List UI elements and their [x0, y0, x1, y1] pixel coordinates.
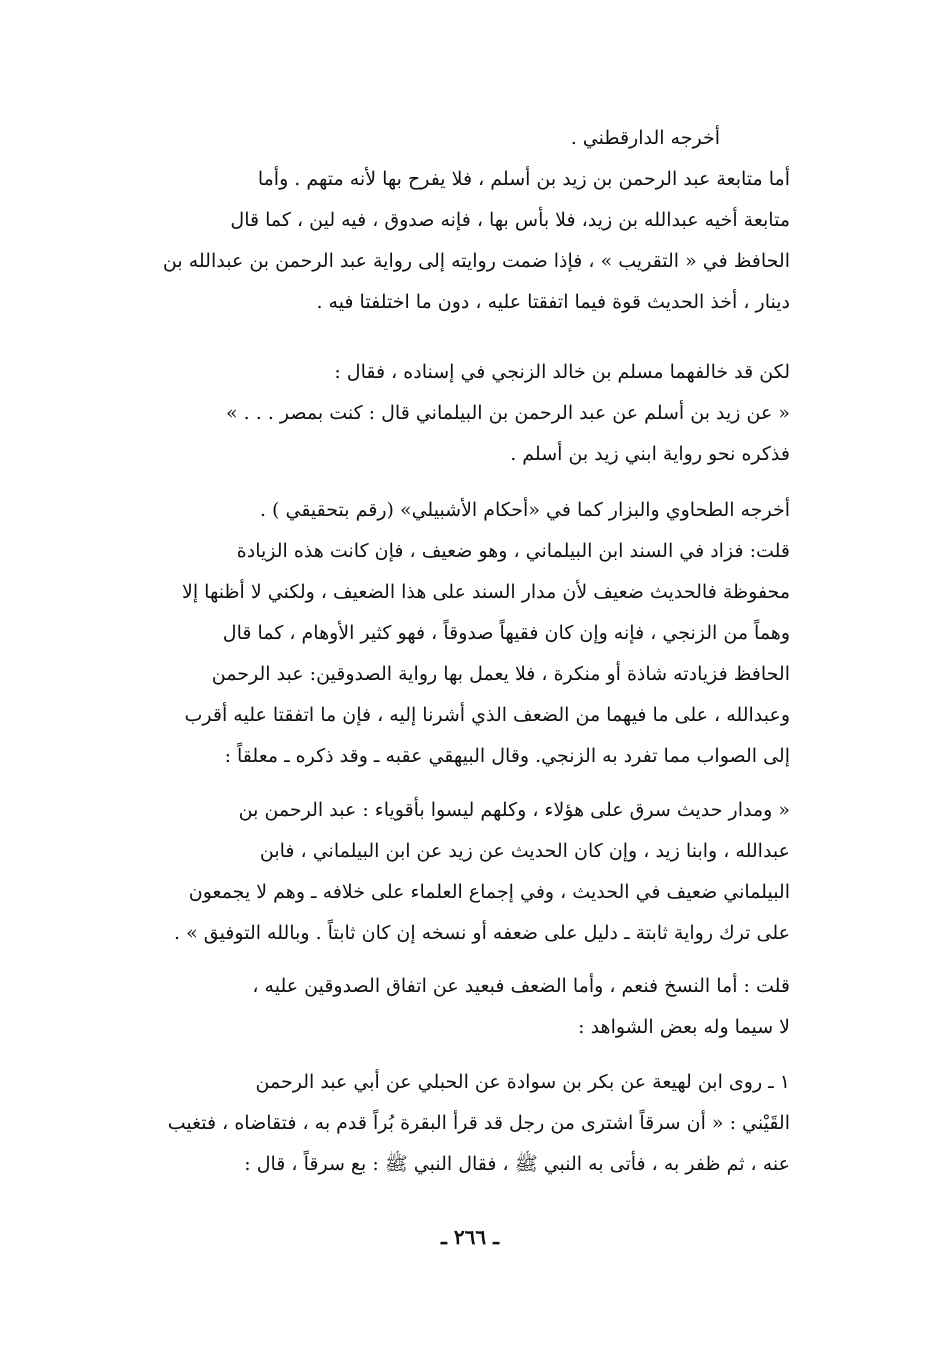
- page-number: ـ ٢٦٦ ـ: [441, 1225, 499, 1249]
- text-line: الحافظ فزيادته شاذة أو منكرة ، فلا يعمل بها رواية الصدوقين: عبد الرحمن: [211, 663, 790, 685]
- text-line: لكن قد خالفهما مسلم بن خالد الزنجي في إسناده ، فقال :: [334, 361, 790, 383]
- text-line: دينار ، أخذ الحديث قوة فيما اتفقتا عليه ، دون ما اختلفتا فيه .: [316, 291, 790, 313]
- text-line: « عن زيد بن أسلم عن عبد الرحمن بن البيلماني قال : كنت بمصر . . . »: [226, 402, 790, 424]
- text-line: عبدالله ، وابنا زيد ، وإن كان الحديث عن زيد عن ابن البيلماني ، فابن: [259, 840, 790, 862]
- text-line: أخرجه الدارقطني .: [570, 127, 720, 149]
- paragraph-5: [100, 966, 790, 1048]
- paragraph-4-quote: [100, 790, 790, 954]
- text-line: « ومدار حديث سرق على هؤلاء ، وكلهم ليسوا بأقوياء : عبد الرحمن بن: [238, 799, 790, 821]
- text-line: متابعة أخيه عبدالله بن زيد، فلا بأس بها ، فإنه صدوق ، فيه لين ، كما قال: [230, 209, 790, 231]
- text-line: أما متابعة عبد الرحمن بن زيد بن أسلم ، فلا يفرح بها لأنه متهم . وأما: [257, 168, 790, 190]
- text-line: أخرجه الطحاوي والبزار كما في «أحكام الأشبيلي» (رقم بتحقيقي ) .: [259, 499, 790, 521]
- text-line: ١ ـ روى ابن لهيعة عن بكر بن سوادة عن الحبلي عن أبي عبد الرحمن: [255, 1071, 790, 1093]
- text-line: إلى الصواب مما تفرد به الزنجي. وقال البيهقي عقبه ـ وقد ذكره ـ معلقاً :: [224, 745, 790, 767]
- paragraph-1: [100, 118, 790, 323]
- paragraph-6: [100, 1062, 790, 1185]
- paragraph-2: [100, 352, 790, 475]
- text-line: قلت : أما النسخ فنعم ، وأما الضعف فبعيد عن اتفاق الصدوقين عليه ،: [252, 975, 790, 997]
- text-line: لا سيما وله بعض الشواهد :: [578, 1016, 790, 1038]
- text-line: القَيْني : « أن سرقاً اشترى من رجل قد قرأ البقرة بُراً قدم به ، فتقاضاه ، فتغيب: [167, 1112, 790, 1134]
- text-line: على ترك رواية ثابتة ـ دليل على ضعفه أو نسخه إن كان ثابتاً . وبالله التوفيق » .: [173, 922, 790, 944]
- text-line: عنه ، ثم ظفر به ، فأتى به النبي ﷺ ، فقال النبي ﷺ : بع سرقاً ، قال :: [244, 1153, 790, 1175]
- text-line: فذكره نحو رواية ابني زيد بن أسلم .: [510, 443, 790, 465]
- text-line: وعبدالله ، على ما فيهما من الضعف الذي أشرنا إليه ، فإن ما اتفقتا عليه أقرب: [184, 704, 790, 726]
- text-line: البيلماني ضعيف في الحديث ، وفي إجماع العلماء على خلافه ـ وهم لا يجمعون: [188, 881, 790, 903]
- text-line: وهماً من الزنجي ، فإنه وإن كان فقيهاً صدوقاً ، فهو كثير الأوهام ، كما قال: [222, 622, 790, 644]
- text-line: الحافظ في « التقريب » ، فإذا ضمت روايته إلى رواية عبد الرحمن بن عبدالله بن: [162, 250, 790, 272]
- text-line: محفوظة فالحديث ضعيف لأن مدار السند على هذا الضعيف ، ولكني لا أظنها إلا: [182, 581, 790, 603]
- paragraph-3: [100, 490, 790, 777]
- text-line: قلت: فزاد في السند ابن البيلماني ، وهو ضعيف ، فإن كانت هذه الزيادة: [236, 540, 790, 562]
